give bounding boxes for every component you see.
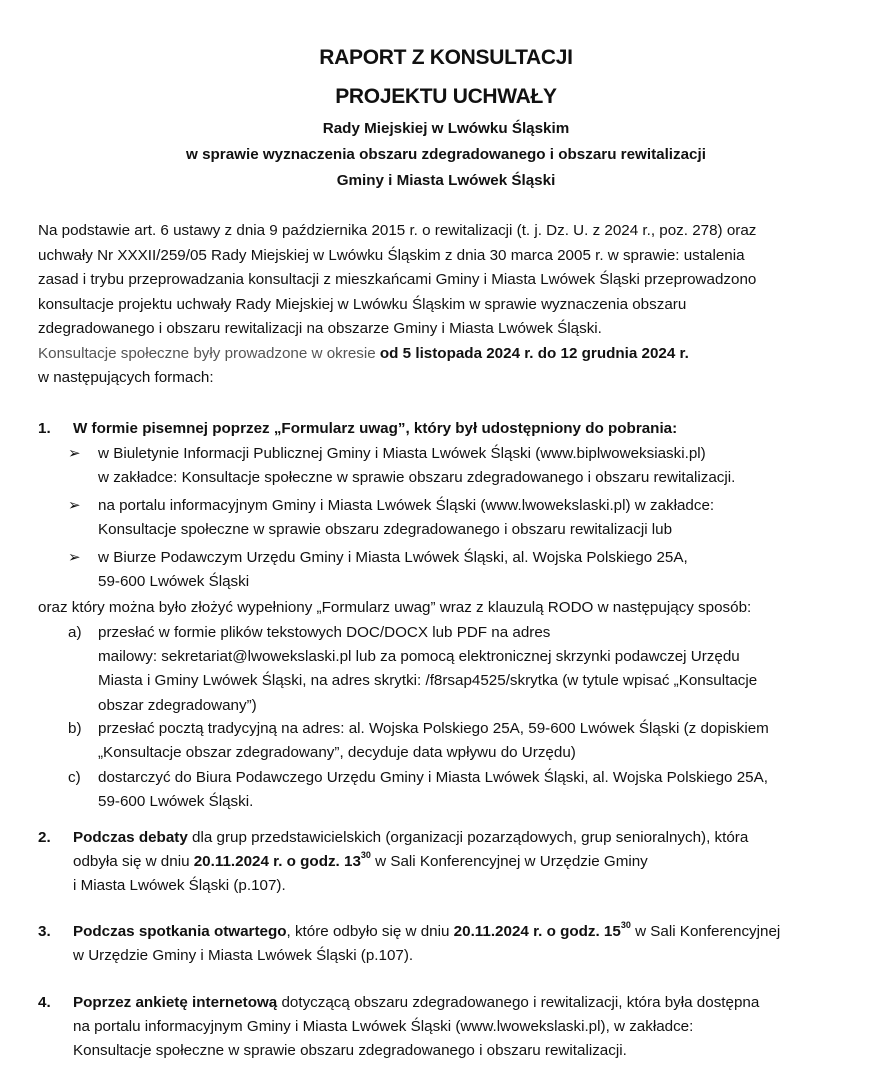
bullet-item-portal bbox=[98, 494, 714, 542]
intro-line: Na podstawie art. 6 ustawy z dnia 9 października 2015 r. o rewitalizacji (t. j. Dz. U. z 2024 r., poz. 278) oraz bbox=[38, 222, 757, 239]
section-4-line: Konsultacje społeczne w sprawie obszaru zdegradowanego i obszaru rewitalizacji. bbox=[73, 1042, 627, 1060]
intro-line: konsultacje projektu uchwały Rady Miejskiej w Lwówku Śląskim w sprawie wyznaczenia obszaru bbox=[38, 295, 687, 313]
section-1-number: 1. bbox=[38, 420, 51, 437]
period-dates: od 5 listopada 2024 r. do 12 grudnia 2024 r. bbox=[379, 344, 689, 362]
option-line: 59-600 Lwówek Śląski. bbox=[98, 793, 254, 811]
section-2-post: w Sali Konferencyjnej w Urzędzie Gminy bbox=[370, 853, 648, 871]
option-line: przesłać w formie plików tekstowych DOC/DOCX lub PDF na adres bbox=[98, 624, 551, 641]
section-3-post: w Sali Konferencyjnej bbox=[630, 923, 781, 940]
option-b-letter: b) bbox=[68, 720, 82, 737]
period-prefix: Konsultacje społeczne były prowadzone w okresie bbox=[38, 344, 380, 362]
section-3-line bbox=[73, 920, 780, 944]
option-line: „Konsultacje obszar zdegradowany”, decyduje data wpływu do Urzędu) bbox=[98, 744, 576, 762]
bullet-line: 59-600 Lwówek Śląski bbox=[98, 573, 250, 591]
section-2-datetime: 20.11.2024 r. o godz. 13 bbox=[193, 853, 361, 871]
arrow-bullet-icon: ➢ bbox=[68, 549, 81, 566]
bullet-line: w Biurze Podawczym Urzędu Gminy i Miasta Lwówek Śląski, al. Wojska Polskiego 25A, bbox=[98, 549, 688, 566]
section-2-lead: Podczas debaty bbox=[73, 829, 188, 846]
bullet-line: Konsultacje społeczne w sprawie obszaru zdegradowanego i obszaru rewitalizacji lub bbox=[98, 521, 673, 539]
report-subtitle: PROJEKTU UCHWAŁY bbox=[335, 85, 557, 108]
bullet-line: w zakładce: Konsultacje społeczne w sprawie obszaru zdegradowanego i obszaru rewitalizacji. bbox=[98, 469, 736, 487]
submission-methods-intro: oraz który można było złożyć wypełniony „Formularz uwag” wraz z klauzulą RODO w następujący sposób: bbox=[38, 599, 752, 616]
section-2-line bbox=[73, 850, 748, 874]
section-2-line: i Miasta Lwówek Śląski (p.107). bbox=[73, 877, 286, 895]
section-3-text bbox=[73, 920, 780, 968]
intro-line: zdegradowanego i obszaru rewitalizacji na obszarze Gminy i Miasta Lwówek Śląski. bbox=[38, 320, 602, 337]
section-3-minutes: 30 bbox=[620, 919, 631, 930]
section-2-pre: odbyła się w dniu bbox=[73, 853, 194, 871]
intro-paragraph bbox=[38, 219, 858, 391]
section-2-rest: dla grup przedstawicielskich (organizacji pozarządowych, grup senioralnych), która bbox=[187, 829, 749, 846]
option-line: przesłać pocztą tradycyjną na adres: al. Wojska Polskiego 25A, 59-600 Lwówek Śląski (z dopiskiem bbox=[98, 720, 769, 737]
section-2-number: 2. bbox=[38, 829, 51, 846]
resolution-subject: w sprawie wyznaczenia obszaru zdegradowanego i obszaru rewitalizacji bbox=[186, 146, 706, 163]
section-1-heading: W formie pisemnej poprzez „Formularz uwag”, który był udostępniony do pobrania: bbox=[73, 420, 678, 437]
section-4-line: na portalu informacyjnym Gminy i Miasta Lwówek Śląski (www.lwowekslaski.pl), w zakładce: bbox=[73, 1018, 694, 1036]
section-4-number: 4. bbox=[38, 994, 51, 1011]
arrow-bullet-icon: ➢ bbox=[68, 445, 81, 462]
section-3-lead: Podczas spotkania otwartego bbox=[73, 923, 287, 940]
arrow-bullet-icon: ➢ bbox=[68, 497, 81, 514]
option-b-text bbox=[98, 717, 769, 765]
section-3-mid: , które odbyło się w dniu bbox=[286, 923, 454, 940]
bullet-line: na portalu informacyjnym Gminy i Miasta Lwówek Śląski (www.lwowekslaski.pl) w zakładce: bbox=[98, 497, 715, 514]
option-line: obszar zdegradowany”) bbox=[98, 696, 257, 714]
section-4-line bbox=[73, 991, 759, 1015]
option-c-text bbox=[98, 766, 768, 814]
section-4-text bbox=[73, 991, 759, 1064]
section-3-datetime: 20.11.2024 r. o godz. 15 bbox=[453, 923, 621, 940]
intro-line: uchwały Nr XXXII/259/05 Rady Miejskiej w Lwówku Śląskim z dnia 30 marca 2005 r. w sprawie: ustalenia bbox=[38, 246, 745, 264]
section-2-text bbox=[73, 826, 748, 899]
section-4-lead: Poprzez ankietę internetową bbox=[73, 994, 278, 1011]
bullet-item-office bbox=[98, 546, 688, 594]
bullet-line: w Biuletynie Informacji Publicznej Gminy i Miasta Lwówek Śląski (www.biplwoweksiaski.pl) bbox=[98, 445, 706, 462]
section-2-minutes: 30 bbox=[360, 850, 371, 861]
municipality-name: Gminy i Miasta Lwówek Śląski bbox=[336, 172, 556, 189]
intro-line: zasad i trybu przeprowadzania konsultacji z mieszkańcami Gminy i Miasta Lwówek Śląski przeprowadzono bbox=[38, 271, 757, 288]
option-a-text bbox=[98, 621, 757, 718]
section-2-line bbox=[73, 826, 748, 850]
section-4-rest: dotyczącą obszaru zdegradowanego i rewitalizacji, która była dostępna bbox=[277, 994, 760, 1011]
council-name: Rady Miejskiej w Lwówku Śląskim bbox=[322, 120, 570, 137]
section-3-number: 3. bbox=[38, 923, 51, 940]
section-3-line: w Urzędzie Gminy i Miasta Lwówek Śląski (p.107). bbox=[73, 947, 414, 965]
option-a-letter: a) bbox=[68, 624, 82, 641]
report-title: RAPORT Z KONSULTACJI bbox=[319, 46, 573, 69]
intro-line: w następujących formach: bbox=[38, 369, 214, 386]
bullet-item-bip bbox=[98, 442, 735, 490]
option-line: mailowy: sekretariat@lwowekslaski.pl lub za pomocą elektronicznej skrzynki podawczej Urzędu bbox=[98, 648, 740, 666]
option-line: Miasta i Gminy Lwówek Śląski, na adres skrytki: /f8rsap4525/skrytka (w tytule wpisać „Konsultacje bbox=[98, 672, 758, 690]
option-c-letter: c) bbox=[68, 769, 81, 786]
consultation-period bbox=[38, 342, 858, 367]
option-line: dostarczyć do Biura Podawczego Urzędu Gminy i Miasta Lwówek Śląski, al. Wojska Polskiego 25A, bbox=[98, 769, 768, 786]
